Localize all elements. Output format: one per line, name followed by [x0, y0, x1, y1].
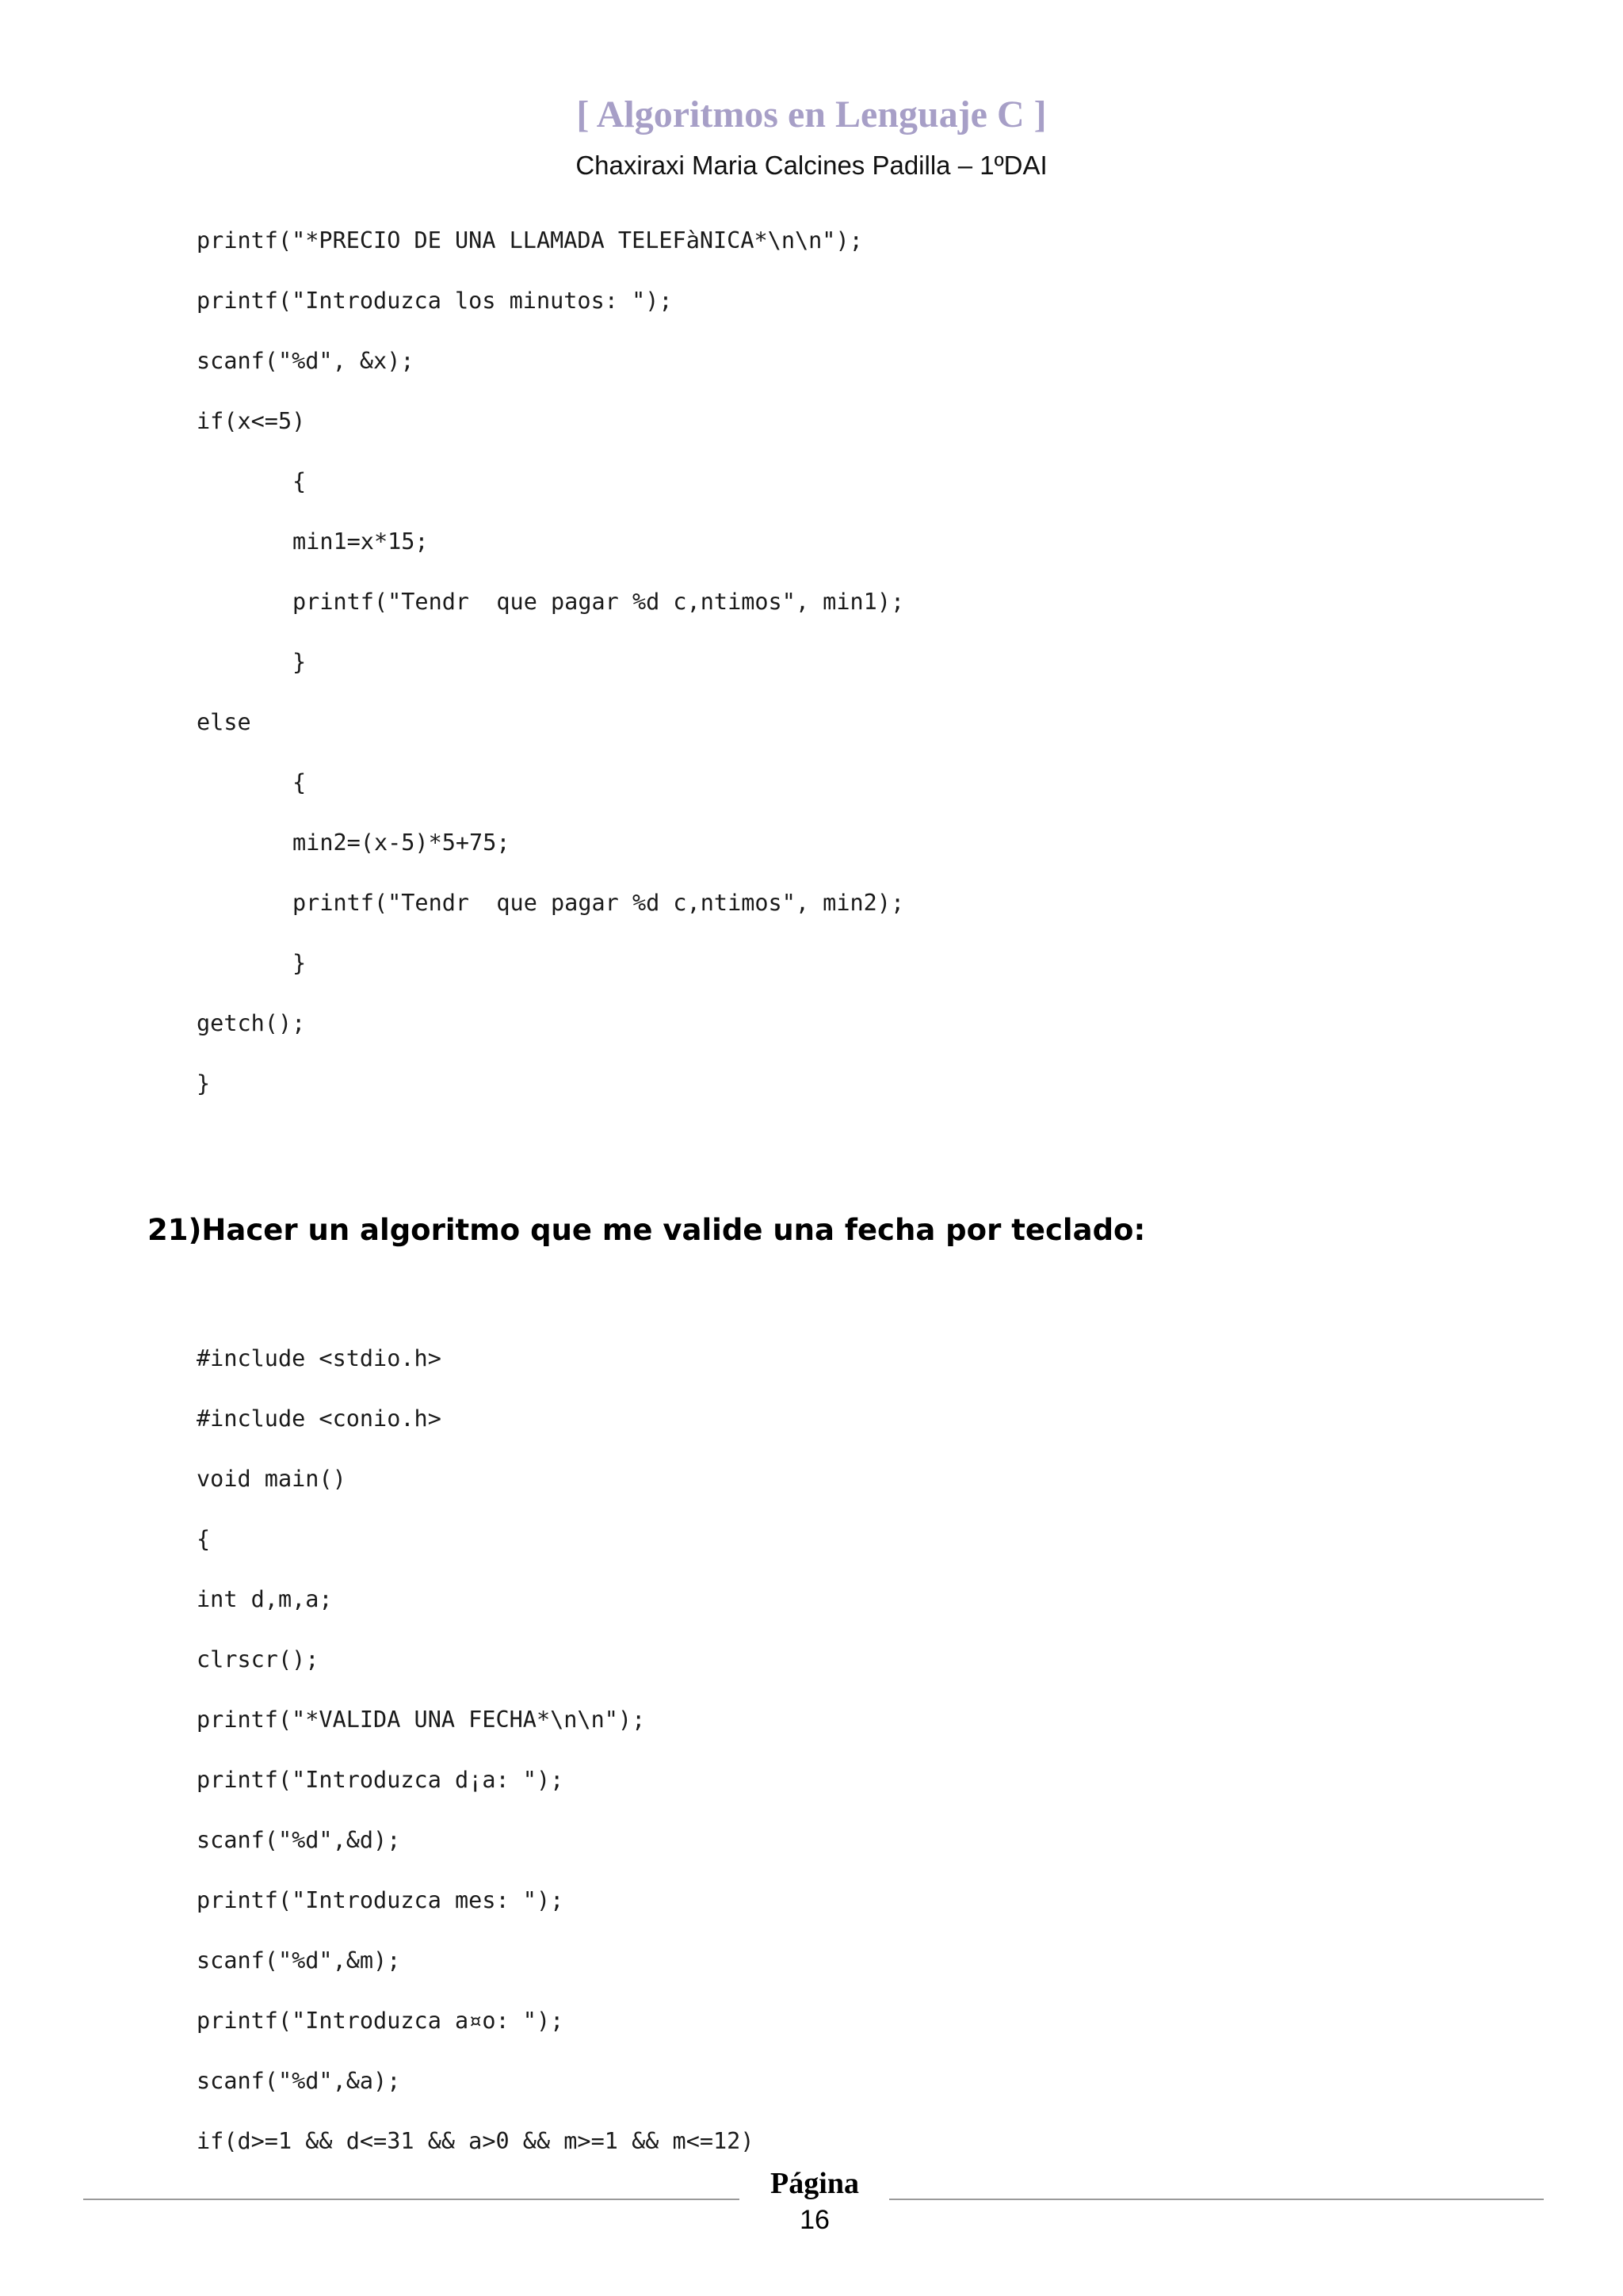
code-line: printf("Introduzca a¤o: "); [197, 2008, 564, 2034]
code-line: scanf("%d",&a); [197, 2068, 401, 2094]
code-line: printf("Tendr que pagar %d c,ntimos", min2); [292, 890, 905, 916]
code-line: printf("Tendr que pagar %d c,ntimos", min1); [292, 589, 905, 615]
footer-page-number: 16 [800, 2205, 830, 2235]
document-author: Chaxiraxi Maria Calcines Padilla – 1ºDAI [575, 151, 1048, 180]
footer-page-label: Página [770, 2167, 859, 2200]
code-block-date-validation [197, 1329, 754, 2172]
code-line: int d,m,a; [197, 1586, 333, 1612]
code-line: #include <conio.h> [197, 1405, 441, 1432]
code-line: scanf("%d",&m); [197, 1947, 401, 1974]
code-line: printf("Introduzca los minutos: "); [197, 288, 673, 314]
code-line: } [292, 950, 307, 976]
code-line: if(x<=5) [197, 408, 306, 434]
exercise-heading: 21)Hacer un algoritmo que me valide una fecha por teclado: [147, 1213, 1146, 1247]
code-line: printf("Introduzca d¡a: "); [197, 1767, 564, 1793]
code-line: getch(); [197, 1010, 306, 1036]
code-line: else [197, 709, 251, 735]
code-line: } [197, 1070, 211, 1097]
code-line: printf("*VALIDA UNA FECHA*\n\n"); [197, 1707, 646, 1733]
code-line: scanf("%d",&d); [197, 1827, 401, 1853]
footer-divider-right [889, 2199, 1544, 2200]
code-block-phone-call [197, 211, 904, 1114]
code-line: scanf("%d", &x); [197, 348, 414, 374]
code-line: } [292, 649, 307, 675]
code-line: { [292, 468, 307, 494]
code-line: printf("*PRECIO DE UNA LLAMADA TELEFàNICA*\n\n"); [197, 227, 863, 254]
document-title: [ Algoritmos en Lenguaje C ] [576, 93, 1047, 135]
code-line: #include <stdio.h> [197, 1345, 441, 1371]
code-line: { [292, 769, 307, 795]
code-line: min1=x*15; [292, 528, 429, 555]
code-line: min2=(x-5)*5+75; [292, 830, 510, 856]
code-line: { [197, 1526, 211, 1552]
code-line: clrscr(); [197, 1646, 319, 1672]
code-line: if(d>=1 && d<=31 && a>0 && m>=1 && m<=12) [197, 2128, 754, 2154]
code-line: printf("Introduzca mes: "); [197, 1887, 564, 1913]
code-line: void main() [197, 1466, 346, 1492]
footer-divider-left [83, 2199, 739, 2200]
